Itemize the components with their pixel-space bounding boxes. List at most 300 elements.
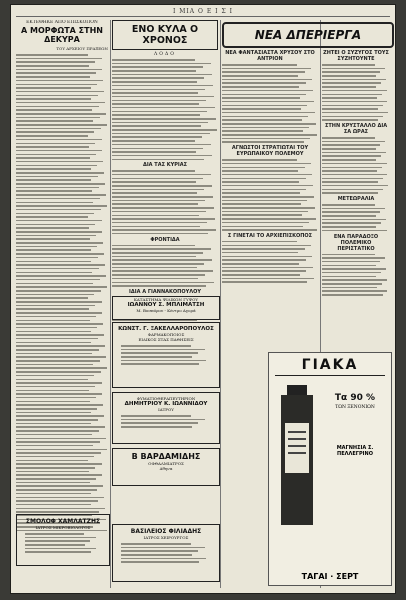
text-line	[322, 192, 378, 194]
text-line	[16, 58, 102, 60]
ad-rule	[275, 375, 385, 376]
text-line	[16, 489, 97, 491]
text-line	[16, 497, 104, 499]
text-line	[25, 537, 96, 539]
text-line	[322, 219, 386, 221]
section-banner: ΝΕΑ ΔΠΕΡΙΕΡΓΑ	[222, 22, 394, 48]
text-line	[112, 282, 214, 284]
text-line	[222, 101, 314, 103]
text-line	[222, 267, 313, 269]
text-line	[222, 116, 308, 118]
text-line	[16, 249, 91, 251]
header-rule	[16, 16, 390, 17]
text-line	[16, 65, 89, 67]
column-rule	[110, 20, 111, 588]
text-line	[16, 320, 90, 322]
text-line	[16, 183, 105, 185]
text-line	[121, 558, 206, 560]
text-line	[16, 113, 106, 115]
text-line	[16, 349, 99, 351]
text-line	[16, 508, 105, 510]
ad-percentage: Τα 90 %	[334, 393, 376, 403]
text-line	[322, 178, 383, 180]
text-line	[112, 63, 211, 65]
text-line	[112, 100, 206, 102]
text-line	[222, 105, 307, 107]
text-line	[121, 352, 198, 354]
text-line	[16, 305, 95, 307]
text-line	[16, 356, 106, 358]
advertisement	[112, 296, 220, 320]
text-line	[121, 363, 199, 365]
text-line	[112, 226, 200, 228]
text-line	[322, 268, 386, 270]
text-line	[16, 485, 103, 487]
article-body	[222, 159, 318, 231]
text-line	[16, 154, 96, 156]
ad-name: ΔΗΜΗΤΡΙΟΥ Κ. ΙΩΑΝΝΙΔΟΥ	[124, 401, 208, 407]
ad-title: ΦΥΜΑΤΙΟΘΕΡΑΠΕΥΤΗΡΙΟΝ	[136, 396, 196, 401]
text-line	[322, 64, 375, 66]
text-line	[16, 379, 88, 381]
text-line	[16, 301, 102, 303]
text-line	[16, 397, 96, 399]
text-line	[16, 360, 100, 362]
text-line	[222, 108, 301, 110]
article-subhead: ΣΤΗΝ ΚΡΥΣΤΑΛΛΟ ΔΙΑ ΣΑ ΩΡΑΣ	[324, 123, 388, 135]
text-line	[16, 504, 91, 506]
text-line	[322, 79, 386, 81]
text-line	[121, 356, 192, 358]
text-line	[222, 207, 315, 209]
text-line	[16, 353, 92, 355]
text-line	[112, 256, 196, 258]
text-line	[322, 257, 385, 259]
text-line	[322, 101, 387, 103]
ad-title: ΚΑΤΑΣΤΗΜΑ ΨΙΛΙΚΩΝ ΓΥΨΟΥ	[133, 297, 199, 302]
ad-body	[25, 533, 101, 553]
text-line	[16, 91, 104, 93]
text-line	[112, 207, 214, 209]
ad-body	[121, 543, 211, 563]
text-line	[16, 131, 94, 133]
text-line	[16, 275, 106, 277]
text-line	[322, 94, 382, 96]
text-line	[222, 203, 301, 205]
text-line	[112, 77, 204, 79]
advertisement	[112, 524, 220, 582]
text-line	[222, 214, 302, 216]
ad-subtitle: ΦΑΡΜΑΚΟΠΟΙΟΣ	[147, 332, 185, 337]
text-line	[16, 98, 91, 100]
text-line	[16, 168, 91, 170]
text-line	[16, 220, 102, 222]
text-line	[16, 76, 90, 78]
text-line	[16, 297, 88, 299]
text-line	[16, 102, 105, 104]
text-line	[222, 82, 306, 84]
text-line	[222, 248, 305, 250]
text-line	[112, 211, 206, 213]
advertisement	[112, 322, 220, 388]
text-line	[16, 371, 101, 373]
text-line	[121, 415, 191, 417]
text-line	[16, 231, 102, 233]
text-line	[112, 189, 204, 191]
text-line	[322, 105, 383, 107]
text-line	[222, 90, 313, 92]
text-line	[112, 155, 212, 157]
text-line	[322, 226, 376, 228]
text-line	[16, 316, 96, 318]
article-body	[112, 59, 218, 160]
text-line	[112, 85, 213, 87]
article-body	[222, 241, 318, 283]
ad-title: ΒΑΣΙΛΕΙΟΣ ΦΙΛΙΑΔΗΣ	[130, 528, 202, 535]
text-line	[16, 272, 92, 274]
article-byline: ΤΟΥ ΑΡΧΕΙΟΥ ΠΡΑΞΕΩΝ	[56, 46, 108, 51]
text-line	[16, 375, 94, 377]
text-line	[322, 86, 376, 88]
text-line	[322, 163, 387, 165]
text-line	[16, 441, 100, 443]
text-line	[222, 181, 299, 183]
text-line	[222, 274, 300, 276]
text-line	[222, 71, 305, 73]
text-line	[16, 80, 103, 82]
text-line	[222, 167, 305, 169]
text-line	[112, 111, 207, 113]
text-line	[112, 114, 200, 116]
text-line	[16, 323, 103, 325]
text-line	[322, 137, 375, 139]
text-line	[112, 148, 203, 150]
text-line	[16, 187, 99, 189]
text-line	[16, 72, 96, 74]
text-line	[112, 107, 215, 109]
text-line	[322, 185, 388, 187]
text-line	[16, 478, 96, 480]
text-line	[222, 281, 307, 283]
text-line	[16, 143, 95, 145]
text-line	[16, 438, 106, 440]
text-line	[222, 245, 311, 247]
text-line	[16, 128, 101, 130]
text-line	[16, 117, 100, 119]
text-line	[16, 264, 105, 266]
text-line	[121, 561, 199, 563]
ad-subtitle: ΙΑΤΡΟΣ ΜΙΚΡΟΒΙΟΛΟΓΟΣ	[35, 525, 91, 530]
text-line	[112, 192, 197, 194]
text-line	[16, 290, 101, 292]
text-line	[25, 533, 84, 535]
text-line	[322, 276, 376, 278]
text-line	[16, 238, 90, 240]
text-line	[16, 430, 99, 432]
ad-text: ΕΙΔΙΚΟΣ ΣΤΑΣ ΠΑΘΗΣΕΙΣ	[138, 337, 194, 342]
ad-title: ΣΜΟΛΟΦ ΧΑΜΛΑΤΖΗΣ	[25, 518, 101, 525]
text-line	[112, 170, 195, 172]
text-line	[112, 222, 207, 224]
text-line	[16, 423, 91, 425]
text-line	[222, 170, 298, 172]
text-line	[16, 412, 91, 414]
text-line	[322, 97, 377, 99]
text-line	[112, 70, 196, 72]
text-line	[322, 112, 388, 114]
text-line	[322, 283, 382, 285]
text-line	[222, 192, 300, 194]
text-line	[322, 144, 380, 146]
article-body	[322, 137, 390, 194]
text-line	[222, 218, 316, 220]
article-body	[322, 204, 390, 231]
text-line	[322, 204, 375, 206]
article-body	[16, 54, 108, 531]
text-line	[16, 382, 102, 384]
text-line	[112, 285, 206, 287]
text-line	[112, 270, 213, 272]
text-line	[16, 312, 102, 314]
text-line	[16, 268, 99, 270]
text-line	[222, 185, 313, 187]
text-line	[322, 279, 387, 281]
text-line	[112, 129, 217, 131]
text-line	[16, 294, 94, 296]
text-line	[16, 165, 97, 167]
text-line	[112, 185, 212, 187]
text-line	[16, 415, 104, 417]
text-line	[112, 215, 199, 217]
text-line	[322, 189, 383, 191]
article-subhead: ΕΝΑ ΠΑΡΑΔΟΞΟ ΠΟΛΕΜΙΚΟ ΠΕΡΙΣΤΑΤΙΚΟ	[333, 233, 379, 252]
text-line	[112, 140, 195, 142]
article-subhead: ΜΕΤΕΩΡΑΛΙΑ	[337, 196, 375, 202]
ad-subtitle: ΟΦΘΑΛΜΙΑΤΡΟΣ	[148, 461, 184, 466]
text-line	[222, 241, 297, 243]
text-line	[121, 345, 191, 347]
text-line	[322, 82, 381, 84]
text-line	[16, 449, 107, 451]
text-line	[25, 540, 90, 542]
text-line	[16, 474, 102, 476]
text-line	[112, 203, 198, 205]
text-line	[222, 127, 309, 129]
text-line	[16, 242, 103, 244]
text-line	[112, 59, 195, 61]
text-line	[112, 178, 203, 180]
text-line	[16, 227, 89, 229]
text-line	[222, 112, 315, 114]
text-line	[322, 90, 387, 92]
text-line	[112, 159, 204, 161]
text-line	[322, 208, 385, 210]
text-line	[121, 426, 192, 428]
text-line	[322, 75, 376, 77]
text-line	[322, 215, 376, 217]
text-line	[112, 133, 210, 135]
text-line	[222, 222, 309, 224]
text-line	[16, 456, 94, 458]
text-line	[322, 167, 382, 169]
text-line	[121, 543, 191, 545]
text-line	[16, 308, 89, 310]
text-line	[16, 202, 93, 204]
text-line	[222, 64, 297, 66]
article-subhead: ΙΔΙΑ Α ΓΙΑΝΝΑΚΟΠΟΥΛΟΥ	[129, 288, 201, 295]
text-line	[222, 68, 311, 70]
text-line	[16, 390, 89, 392]
text-line	[322, 159, 376, 161]
text-line	[322, 170, 377, 172]
column-1	[16, 20, 108, 588]
text-line	[16, 334, 104, 336]
text-line	[112, 267, 197, 269]
text-line	[16, 95, 98, 97]
text-line	[222, 163, 311, 165]
text-line	[121, 349, 205, 351]
text-line	[16, 124, 107, 126]
text-line	[222, 130, 303, 132]
text-line	[322, 181, 378, 183]
text-line	[322, 68, 385, 70]
text-line	[16, 69, 102, 71]
text-line	[112, 174, 211, 176]
text-line	[121, 419, 205, 421]
text-line	[16, 146, 89, 148]
article-body	[112, 245, 218, 287]
text-line	[112, 259, 212, 261]
text-line	[112, 92, 198, 94]
ad-text: Αθηνα	[159, 466, 173, 471]
text-line	[16, 179, 91, 181]
text-line	[222, 211, 308, 213]
text-line	[222, 159, 297, 161]
text-line	[16, 445, 93, 447]
text-line	[112, 196, 213, 198]
bottle-illustration-icon	[277, 383, 317, 533]
ad-body	[121, 415, 211, 428]
text-line	[16, 139, 102, 141]
text-line	[112, 136, 202, 138]
text-line	[16, 426, 105, 428]
text-line	[322, 272, 381, 274]
text-line	[16, 106, 99, 108]
article-subhead: Σ ΓΙΝΕΤΑΙ ΤΟ ΑΡΧΙΕΠΙΣΚΟΠΟΣ	[227, 232, 313, 239]
text-line	[322, 254, 375, 256]
text-line	[322, 290, 387, 292]
text-line	[16, 213, 94, 215]
text-line	[16, 367, 107, 369]
column-rule	[220, 20, 221, 588]
text-line	[16, 279, 100, 281]
ad-title: ΓΙΑΚΑ	[301, 357, 359, 373]
giaka-advertisement	[268, 352, 392, 586]
text-line	[16, 467, 95, 469]
text-line	[16, 224, 95, 226]
article-body	[222, 64, 318, 143]
newspaper-page	[10, 4, 396, 594]
text-line	[16, 190, 92, 192]
text-line	[16, 157, 90, 159]
text-line	[112, 151, 196, 153]
text-line	[16, 120, 93, 122]
article-body	[322, 64, 390, 121]
text-line	[222, 229, 317, 231]
text-line	[16, 408, 97, 410]
text-line	[112, 96, 214, 98]
text-line	[112, 274, 205, 276]
text-line	[16, 150, 102, 152]
text-line	[16, 84, 97, 86]
text-line	[16, 54, 88, 56]
ad-text: Μ. Βοσπόρου - Κέντρο Αγορά	[136, 308, 196, 313]
text-line	[16, 460, 88, 462]
text-line	[112, 218, 215, 220]
text-line	[222, 259, 306, 261]
advertisement	[112, 392, 220, 444]
text-line	[16, 342, 91, 344]
text-line	[112, 66, 203, 68]
text-line	[222, 263, 299, 265]
ad-title: Β ΒΑΡΔΑΜΙΔΗΣ	[131, 452, 201, 461]
text-line	[222, 123, 316, 125]
ad-footer: ΤΑΓΑΙ · ΣΕΡΤ	[301, 572, 359, 581]
text-line	[322, 174, 387, 176]
text-line	[16, 246, 97, 248]
text-line	[112, 252, 203, 254]
text-line	[112, 74, 212, 76]
ad-subtitle: ΙΑΤΡΟΥ	[158, 407, 174, 412]
text-line	[112, 248, 211, 250]
text-line	[222, 97, 300, 99]
text-line	[16, 345, 105, 347]
text-line	[222, 94, 306, 96]
text-line	[322, 119, 378, 121]
advertisement	[112, 448, 220, 486]
text-line	[16, 198, 100, 200]
text-line	[222, 141, 304, 143]
text-line	[222, 119, 302, 121]
text-line	[16, 161, 103, 163]
text-line	[16, 109, 92, 111]
text-line	[112, 181, 196, 183]
text-line	[222, 134, 317, 136]
text-line	[16, 386, 95, 388]
text-line	[322, 141, 385, 143]
column-title: ΕΝΟ ΚΥΛΑ Ο ΧΡΟΝΟΣ	[112, 20, 218, 50]
text-line	[322, 211, 380, 213]
text-line	[16, 471, 89, 473]
text-line	[16, 463, 102, 465]
article-kicker: ΕΚΤΕΘΗΚΕ ΑΠΟ ΕΠΙΣΚΟΠΟΝ	[26, 20, 98, 25]
ad-title: ΚΩΝΣΤ. Γ. ΞΑΚΕΛΛΑΡΟΠΟΥΛΟΣ	[118, 326, 214, 332]
text-line	[322, 155, 381, 157]
text-line	[16, 327, 97, 329]
ad-subtitle: ΤΩΝ ΞΕΝΟΝΙΩΝ	[335, 405, 375, 410]
text-line	[112, 278, 198, 280]
text-line	[112, 144, 211, 146]
ad-body	[121, 345, 211, 365]
text-line	[222, 200, 307, 202]
article-subhead: ΑΓΝΩΣΤΟΙ ΣΤΡΑΤΙΩΤΑΙ ΤΟΥ ΕΥΡΩΠΑΙΚΟΥ ΠΟΛΕΜΟΥ	[231, 145, 309, 158]
text-line	[16, 434, 92, 436]
text-line	[16, 500, 98, 502]
text-line	[112, 245, 195, 247]
article-body	[112, 170, 218, 234]
text-line	[16, 286, 107, 288]
ad-name: ΙΩΑΝΝΟΥ Σ. ΜΠΛΙΜΑΤΣΗ	[127, 302, 205, 308]
